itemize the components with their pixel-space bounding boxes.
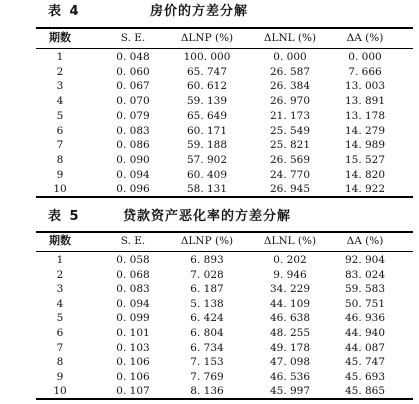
table4-header-row xyxy=(0,30,419,46)
table5-cell-se: 0. 106 xyxy=(116,356,150,369)
table4-cell-dlnl: 26. 384 xyxy=(269,80,311,93)
table4-header-se: S. E. xyxy=(120,32,146,44)
table4-cell-period: 8 xyxy=(56,153,64,166)
table5-cell-period: 2 xyxy=(56,268,64,281)
table5-row xyxy=(0,281,419,297)
table4-cell-dlnp: 58. 131 xyxy=(186,183,228,196)
table5-cell-da: 44. 087 xyxy=(344,341,386,354)
table4-caption xyxy=(0,2,419,22)
table4-row xyxy=(0,78,419,94)
table4-cell-period: 4 xyxy=(56,95,64,108)
table5-cell-se: 0. 106 xyxy=(116,370,150,383)
table4-row xyxy=(0,152,419,168)
table5-cell-dlnl: 49. 178 xyxy=(269,341,311,354)
table4-cell-se: 0. 048 xyxy=(116,51,150,63)
table4-cell-se: 0. 096 xyxy=(116,183,150,196)
table5-row xyxy=(0,340,419,356)
table4-cell-se: 0. 086 xyxy=(116,139,150,152)
table5-cell-da: 83. 024 xyxy=(344,268,386,281)
table5-cell-period: 10 xyxy=(53,385,67,398)
table5-cell-period: 6 xyxy=(56,327,64,339)
table5-cell-dlnl: 46. 638 xyxy=(269,312,311,325)
table4-cell-period: 10 xyxy=(53,183,67,196)
table5-cell-se: 0. 068 xyxy=(116,268,150,281)
table4-title: 房价的方差分解 xyxy=(150,4,249,19)
table5-cell-dlnp: 5. 138 xyxy=(190,297,224,310)
table5-cell-da: 46. 936 xyxy=(344,312,386,325)
table4-cell-dlnl: 0. 000 xyxy=(273,51,307,63)
table4-cell-se: 0. 067 xyxy=(116,80,150,93)
table5-cell-se: 0. 107 xyxy=(116,385,150,398)
table4-cell-period: 9 xyxy=(56,168,64,181)
table4-cell-period: 7 xyxy=(56,139,64,152)
table5-header-period: 期数 xyxy=(49,234,71,247)
table4-cell-period: 6 xyxy=(56,124,64,137)
table5-cell-dlnp: 7. 769 xyxy=(190,370,224,383)
table4-row xyxy=(0,108,419,124)
table5-cell-da: 45. 693 xyxy=(344,370,386,383)
table4-row xyxy=(0,181,419,197)
table5-cell-period: 1 xyxy=(56,254,64,266)
table5-bottom-rule xyxy=(36,398,413,400)
table5-row xyxy=(0,310,419,326)
table5-row xyxy=(0,325,419,341)
table4-cell-da: 13. 891 xyxy=(344,95,386,108)
table5-header-dlnl: ΔLNL (%) xyxy=(263,235,317,247)
table4-cell-da: 13. 003 xyxy=(344,80,386,93)
table5-cell-period: 8 xyxy=(56,356,64,369)
table5-cell-dlnp: 6. 804 xyxy=(190,327,224,339)
table5-row xyxy=(0,252,419,268)
table4-cell-dlnp: 65. 649 xyxy=(186,109,228,122)
table4-bottom-rule xyxy=(36,196,413,198)
table4-header-dlnp: ΔLNP (%) xyxy=(180,32,234,44)
table4-cell-se: 0. 060 xyxy=(116,65,150,78)
table5-row xyxy=(0,267,419,283)
table4-cell-period: 3 xyxy=(56,80,64,93)
table4-cell-da: 13. 178 xyxy=(344,109,386,122)
table4-cell-period: 5 xyxy=(56,109,64,122)
table4-cell-dlnl: 21. 173 xyxy=(269,109,311,122)
table5-cell-period: 7 xyxy=(56,341,64,354)
table5-cell-dlnp: 6. 424 xyxy=(190,312,224,325)
table4-cell-da: 14. 989 xyxy=(344,139,386,152)
table4-cell-da: 0. 000 xyxy=(348,51,382,63)
table4-cell-dlnp: 65. 747 xyxy=(186,65,228,78)
table5-cell-dlnl: 9. 946 xyxy=(273,268,307,281)
table4-row xyxy=(0,49,419,65)
table4-header-dlnl: ΔLNL (%) xyxy=(263,32,317,44)
table4-cell-dlnp: 100. 000 xyxy=(183,51,231,63)
table5-cell-da: 45. 747 xyxy=(344,356,386,369)
table4-cell-dlnl: 26. 587 xyxy=(269,65,311,78)
table4-row xyxy=(0,167,419,183)
table4-cell-se: 0. 079 xyxy=(116,109,150,122)
table5-row xyxy=(0,296,419,312)
table4-cell-da: 14. 820 xyxy=(344,168,386,181)
table5-cell-dlnp: 7. 028 xyxy=(190,268,224,281)
table5-title: 贷款资产恶化率的方差分解 xyxy=(123,209,292,224)
table5-row xyxy=(0,383,419,399)
table4-cell-dlnl: 24. 770 xyxy=(269,168,311,181)
table5-cell-da: 50. 751 xyxy=(344,297,386,310)
table5-cell-da: 59. 583 xyxy=(344,283,386,296)
table5-cell-da: 45. 865 xyxy=(344,385,386,398)
table4-row xyxy=(0,123,419,139)
table5-cell-se: 0. 103 xyxy=(116,341,150,354)
table4-header-da: ΔA (%) xyxy=(346,32,384,44)
table4-cell-se: 0. 070 xyxy=(116,95,150,108)
table5-cell-dlnl: 48. 255 xyxy=(269,327,311,339)
table4-cell-dlnl: 25. 821 xyxy=(269,139,311,152)
table4-row xyxy=(0,137,419,153)
table5-row xyxy=(0,354,419,370)
table4-cell-dlnp: 57. 902 xyxy=(186,153,228,166)
table4-top-rule xyxy=(36,27,413,29)
table4-cell-dlnp: 59. 139 xyxy=(186,95,228,108)
table5-cell-dlnp: 7. 153 xyxy=(190,356,224,369)
table5-cell-dlnl: 45. 997 xyxy=(269,385,311,398)
table4-cell-da: 14. 922 xyxy=(344,183,386,196)
table5-cell-period: 4 xyxy=(56,297,64,310)
table5-cell-se: 0. 099 xyxy=(116,312,150,325)
table4-cell-da: 7. 666 xyxy=(348,65,382,78)
table4-cell-dlnl: 26. 970 xyxy=(269,95,311,108)
table4-cell-se: 0. 090 xyxy=(116,153,150,166)
table5-number: 表 5 xyxy=(48,209,81,224)
table5-cell-dlnl: 46. 536 xyxy=(269,370,311,383)
table5-cell-se: 0. 083 xyxy=(116,283,150,296)
table5-cell-dlnp: 6. 893 xyxy=(190,254,224,266)
table4-cell-da: 15. 527 xyxy=(344,153,386,166)
table4-cell-se: 0. 094 xyxy=(116,168,150,181)
table4-cell-dlnp: 60. 612 xyxy=(186,80,228,93)
table4-header-period: 期数 xyxy=(49,31,71,44)
table5-row xyxy=(0,369,419,385)
table5-cell-dlnp: 6. 187 xyxy=(190,283,224,296)
table5-cell-dlnp: 6. 734 xyxy=(190,341,224,354)
table4-row xyxy=(0,93,419,109)
table5-header-se: S. E. xyxy=(120,235,146,247)
table5-cell-period: 9 xyxy=(56,370,64,383)
table5-caption xyxy=(0,207,419,227)
table5-cell-dlnp: 8. 136 xyxy=(190,385,224,398)
table5-cell-se: 0. 058 xyxy=(116,254,150,266)
table4-number: 表 4 xyxy=(48,4,81,19)
table4-cell-period: 2 xyxy=(56,65,64,78)
table5-header-da: ΔA (%) xyxy=(346,235,384,247)
table5-header-dlnp: ΔLNP (%) xyxy=(180,235,234,247)
table5-cell-se: 0. 101 xyxy=(116,327,150,339)
table4-cell-dlnp: 59. 188 xyxy=(186,139,228,152)
table5-cell-dlnl: 34. 229 xyxy=(269,283,311,296)
table4-row xyxy=(0,64,419,80)
table4-cell-dlnp: 60. 409 xyxy=(186,168,228,181)
table5-cell-period: 3 xyxy=(56,283,64,296)
table4-cell-dlnl: 26. 569 xyxy=(269,153,311,166)
table5-header-row xyxy=(0,233,419,249)
table4-cell-dlnl: 25. 549 xyxy=(269,124,311,137)
table5-cell-da: 92. 904 xyxy=(344,254,386,266)
table4-cell-dlnl: 26. 945 xyxy=(269,183,311,196)
table4-cell-da: 14. 279 xyxy=(344,124,386,137)
table5-cell-dlnl: 47. 098 xyxy=(269,356,311,369)
table4-cell-period: 1 xyxy=(56,51,64,63)
table5-cell-da: 44. 940 xyxy=(344,327,386,339)
table5-cell-dlnl: 44. 109 xyxy=(269,297,311,310)
table5-cell-dlnl: 0. 202 xyxy=(273,254,307,266)
table5-cell-se: 0. 094 xyxy=(116,297,150,310)
table4-cell-dlnp: 60. 171 xyxy=(186,124,228,137)
table5-cell-period: 5 xyxy=(56,312,64,325)
table4-cell-se: 0. 083 xyxy=(116,124,150,137)
